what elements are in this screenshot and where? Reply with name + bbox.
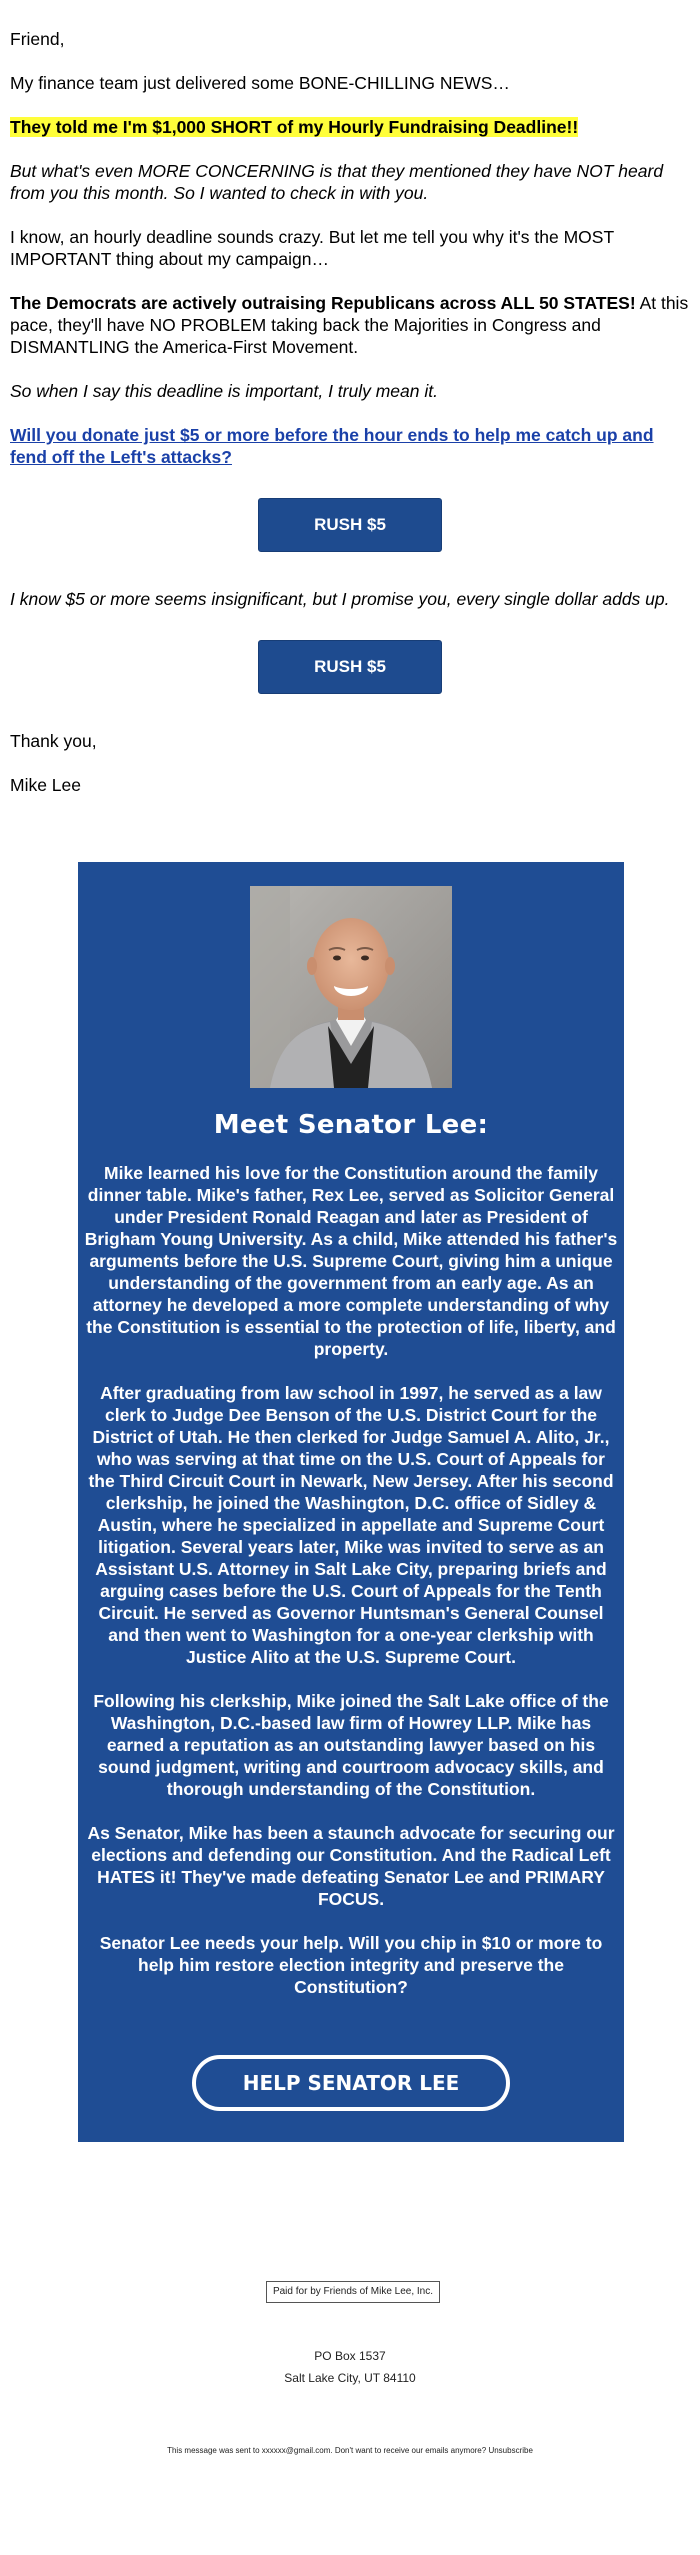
donate-paragraph: [10, 424, 690, 468]
democrats-rest-text: At this pace, they'll have NO PROBLEM taking back the Majorities in Congress and DISMANTLING the America-First Movement.: [10, 293, 689, 357]
sent-to-text: This message was sent to xxxxxx@gmail.com.: [167, 2446, 333, 2455]
bio-text: [78, 1162, 624, 2020]
bio-paragraph: Mike learned his love for the Constitution around the family dinner table. Mike's father, Rex Lee, served as Solicitor General under President Ronald Reagan and later as President of Brigham Young University. As a child, Mike attended his father's arguments before the U.S. Supreme Court, giving him a unique understanding of the government from an early age. As an attorney he developed a more complete understanding of why the Constitution is essential to the protection of life, liberty, and property.: [84, 1163, 618, 1359]
rush-5-button[interactable]: RUSH $5: [258, 498, 442, 552]
paid-for-disclaimer: Paid for by Friends of Mike Lee, Inc.: [266, 2281, 440, 2303]
donate-link[interactable]: Will you donate just $5 or more before the hour ends to help me catch up and fend off the Left's attacks?: [10, 425, 654, 467]
bio-paragraph: As Senator, Mike has been a staunch advocate for securing our elections and defending our Constitution. And the Radical Left HATES it! They've made defeating Senator Lee and PRIMARY FOCUS.: [87, 1823, 615, 1909]
city-state-zip: Salt Lake City, UT 84110: [284, 2371, 416, 2385]
email-footer: [0, 2446, 700, 2455]
bio-paragraph: Senator Lee needs your help. Will you chip in $10 or more to help him restore election integrity and preserve the Constitution?: [99, 1933, 603, 1997]
bio-title: Meet Senator Lee:: [213, 1110, 489, 1140]
highlighted-text: They told me I'm $1,000 SHORT of my Hourly Fundraising Deadline!!: [10, 117, 579, 137]
rush-5-button-2[interactable]: RUSH $5: [258, 640, 442, 694]
bio-paragraph: After graduating from law school in 1997, he served as a law clerk to Judge Dee Benson of the U.S. District Court for the District of Utah. He then clerked for Judge Samuel A. Alito, Jr., who was serving at that time on the U.S. Court of Appeals for the Third Circuit Court in Newark, New Jersey. After his second clerkship, he joined the Washington, D.C. office of Sidley & Austin, where he specialized in appellate and Supreme Court litigation. Several years later, Mike was invited to serve as an Assistant U.S. Attorney in Salt Lake City, preparing briefs and arguing cases before the U.S. Court of Appeals for the Tenth Circuit. He served as Governor Huntsman's General Counsel and then went to Washington for a one-year clerkship with Justice Alito at the U.S. Supreme Court.: [88, 1383, 614, 1667]
help-senator-lee-button[interactable]: HELP SENATOR LEE: [192, 2055, 510, 2111]
democrats-paragraph: [10, 292, 690, 358]
rush-button-row-1: [10, 498, 690, 552]
bio-paragraph: Following his clerkship, Mike joined the Salt Lake office of the Washington, D.C.-based law firm of Howrey LLP. Mike has earned a reputation as an outstanding lawyer based on his sound judgment, writing and courtroom advocacy skills, and thorough understanding of the Constitution.: [93, 1691, 609, 1799]
senator-portrait: [250, 886, 452, 1088]
meet-senator-panel: [78, 862, 624, 2142]
deadline-paragraph: I know, an hourly deadline sounds crazy. But let me tell you why it's the MOST IMPORTANT thing about my campaign…: [10, 227, 614, 269]
unsubscribe-prompt: Don't want to receive our emails anymore?: [334, 2446, 487, 2455]
po-box: PO Box 1537: [314, 2349, 386, 2363]
unsubscribe-link[interactable]: Unsubscribe: [488, 2446, 533, 2455]
democrats-bold-text: The Democrats are actively outraising Republicans across ALL 50 STATES!: [10, 293, 636, 313]
greeting: Friend,: [10, 29, 65, 49]
every-dollar-paragraph: I know $5 or more seems insignificant, but I promise you, every single dollar adds up.: [10, 589, 670, 609]
signature: Mike Lee: [10, 775, 82, 795]
rush-button-row-2: [10, 640, 690, 694]
email-letter: [0, 0, 700, 796]
closing: Thank you,: [10, 731, 97, 751]
concern-paragraph: But what's even MORE CONCERNING is that they mentioned they have NOT heard from you this month. So I wanted to check in with you.: [10, 161, 664, 203]
intro-paragraph: My finance team just delivered some BONE-CHILLING NEWS…: [10, 73, 510, 93]
deadline-important-paragraph: So when I say this deadline is important, I truly mean it.: [10, 381, 438, 401]
highlight-paragraph: [10, 116, 690, 138]
mailing-address: [0, 2345, 700, 2389]
